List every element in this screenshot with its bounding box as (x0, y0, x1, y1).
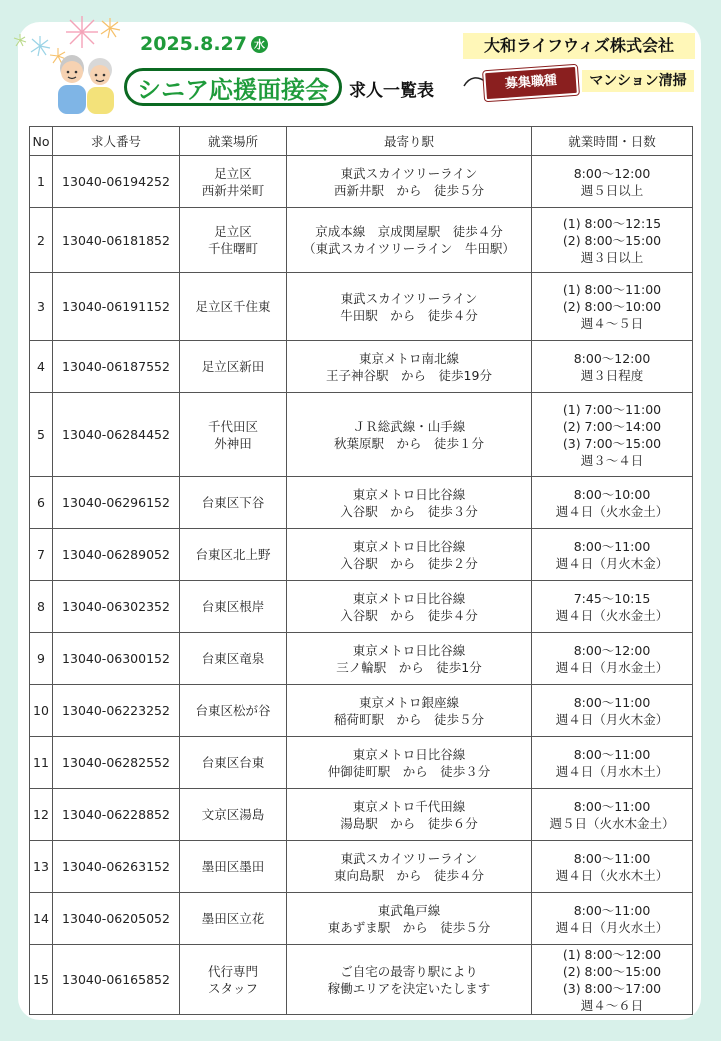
table-header-row (30, 127, 693, 156)
row-id: 13040-06300152 (53, 633, 180, 685)
row-id: 13040-06289052 (53, 529, 180, 581)
row-station: 東武スカイツリーライン 東向島駅 から 徒歩４分 (287, 841, 532, 893)
table-row (30, 945, 693, 1015)
row-id: 13040-06223252 (53, 685, 180, 737)
row-station: 東京メトロ日比谷線 入谷駅 から 徒歩３分 (287, 477, 532, 529)
row-no: 6 (30, 477, 53, 529)
table-row (30, 208, 693, 273)
row-no: 12 (30, 789, 53, 841)
row-id: 13040-06228852 (53, 789, 180, 841)
row-no: 9 (30, 633, 53, 685)
row-place: 墨田区墨田 (180, 841, 287, 893)
row-station: 東京メトロ日比谷線 入谷駅 から 徒歩２分 (287, 529, 532, 581)
row-place: 台東区北上野 (180, 529, 287, 581)
row-station: 東京メトロ日比谷線 入谷駅 から 徒歩４分 (287, 581, 532, 633)
row-place: 千代田区 外神田 (180, 393, 287, 477)
event-date (140, 33, 268, 55)
row-no: 8 (30, 581, 53, 633)
row-hours: 8:00～12:00 週３日程度 (532, 341, 693, 393)
row-place: 足立区 千住曙町 (180, 208, 287, 273)
table-row (30, 737, 693, 789)
job-type-tag (462, 66, 582, 102)
row-hours: 8:00～11:00 週４日（月水木土） (532, 737, 693, 789)
row-no: 2 (30, 208, 53, 273)
page-subtitle: 求人一覧表 (349, 81, 434, 101)
job-type: マンション清掃 (582, 70, 694, 92)
row-hours: 8:00～10:00 週４日（火水金土） (532, 477, 693, 529)
row-no: 1 (30, 156, 53, 208)
column-header-station: 最寄り駅 (287, 127, 532, 156)
table-row (30, 685, 693, 737)
row-place: 足立区新田 (180, 341, 287, 393)
row-id: 13040-06205052 (53, 893, 180, 945)
row-station: 東京メトロ日比谷線 仲御徒町駅 から 徒歩３分 (287, 737, 532, 789)
row-hours: 8:00～11:00 週４日（月火木金） (532, 529, 693, 581)
row-id: 13040-06187552 (53, 341, 180, 393)
table-row (30, 841, 693, 893)
row-station: ご自宅の最寄り駅により 稼働エリアを決定いたします (287, 945, 532, 1015)
row-id: 13040-06194252 (53, 156, 180, 208)
table-row (30, 893, 693, 945)
row-hours: (1) 8:00～11:00 (2) 8:00～10:00 週４～５日 (532, 273, 693, 341)
company-name: 大和ライフウィズ株式会社 (463, 33, 695, 59)
column-header-id: 求人番号 (53, 127, 180, 156)
row-hours: 8:00～11:00 週４日（月火木金） (532, 685, 693, 737)
row-id: 13040-06181852 (53, 208, 180, 273)
row-id: 13040-06302352 (53, 581, 180, 633)
row-id: 13040-06282552 (53, 737, 180, 789)
row-id: 13040-06296152 (53, 477, 180, 529)
row-station: 東京メトロ南北線 王子神谷駅 から 徒歩19分 (287, 341, 532, 393)
row-no: 7 (30, 529, 53, 581)
row-no: 15 (30, 945, 53, 1015)
row-no: 13 (30, 841, 53, 893)
table-row (30, 393, 693, 477)
row-no: 10 (30, 685, 53, 737)
row-no: 5 (30, 393, 53, 477)
row-hours: 8:00～12:00 週４日（月水金土） (532, 633, 693, 685)
row-place: 台東区下谷 (180, 477, 287, 529)
row-place: 代行専門 スタッフ (180, 945, 287, 1015)
row-place: 足立区 西新井栄町 (180, 156, 287, 208)
row-id: 13040-06263152 (53, 841, 180, 893)
senior-couple-illustration (52, 52, 120, 114)
table-row (30, 789, 693, 841)
weekday-badge: 水 (251, 36, 268, 53)
row-place: 足立区千住東 (180, 273, 287, 341)
row-station: 東武スカイツリーライン 牛田駅 から 徒歩４分 (287, 273, 532, 341)
row-hours: 8:00～11:00 週５日（火水木金土） (532, 789, 693, 841)
table-row (30, 156, 693, 208)
row-place: 台東区台東 (180, 737, 287, 789)
row-place: 台東区松が谷 (180, 685, 287, 737)
row-no: 3 (30, 273, 53, 341)
row-no: 4 (30, 341, 53, 393)
table-row (30, 341, 693, 393)
row-station: 東武亀戸線 東あずま駅 から 徒歩５分 (287, 893, 532, 945)
row-station: 東京メトロ銀座線 稲荷町駅 から 徒歩５分 (287, 685, 532, 737)
row-hours: 8:00～12:00 週５日以上 (532, 156, 693, 208)
row-station: ＪＲ総武線・山手線 秋葉原駅 から 徒歩１分 (287, 393, 532, 477)
table-row (30, 581, 693, 633)
job-type-label: 募集職種 (483, 65, 579, 101)
column-header-hours: 就業時間・日数 (532, 127, 693, 156)
column-header-place: 就業場所 (180, 127, 287, 156)
row-station: 京成本線 京成関屋駅 徒歩４分 （東武スカイツリーライン 牛田駅） (287, 208, 532, 273)
row-place: 墨田区立花 (180, 893, 287, 945)
row-station: 東京メトロ日比谷線 三ノ輪駅 から 徒歩1分 (287, 633, 532, 685)
row-hours: 8:00～11:00 週４日（火水木土） (532, 841, 693, 893)
row-id: 13040-06284452 (53, 393, 180, 477)
row-hours: (1) 8:00～12:00 (2) 8:00～15:00 (3) 8:00～17:00 週４～６日 (532, 945, 693, 1015)
table-row (30, 273, 693, 341)
row-hours: 8:00～11:00 週４日（月火水土） (532, 893, 693, 945)
table-row (30, 477, 693, 529)
row-place: 文京区湯島 (180, 789, 287, 841)
row-no: 11 (30, 737, 53, 789)
job-list-table (29, 126, 693, 1015)
row-hours: 7:45～10:15 週４日（火水金土） (532, 581, 693, 633)
column-header-no: No (30, 127, 53, 156)
row-id: 13040-06165852 (53, 945, 180, 1015)
row-no: 14 (30, 893, 53, 945)
row-station: 東京メトロ千代田線 湯島駅 から 徒歩６分 (287, 789, 532, 841)
row-hours: (1) 8:00～12:15 (2) 8:00～15:00 週３日以上 (532, 208, 693, 273)
row-place: 台東区竜泉 (180, 633, 287, 685)
page-title: シニア応援面接会 (124, 68, 342, 106)
row-station: 東武スカイツリーライン 西新井駅 から 徒歩５分 (287, 156, 532, 208)
row-place: 台東区根岸 (180, 581, 287, 633)
row-hours: (1) 7:00～11:00 (2) 7:00～14:00 (3) 7:00～15:00 週３～４日 (532, 393, 693, 477)
date-text: 2025.8.27 (140, 33, 247, 55)
row-id: 13040-06191152 (53, 273, 180, 341)
table-row (30, 633, 693, 685)
table-row (30, 529, 693, 581)
